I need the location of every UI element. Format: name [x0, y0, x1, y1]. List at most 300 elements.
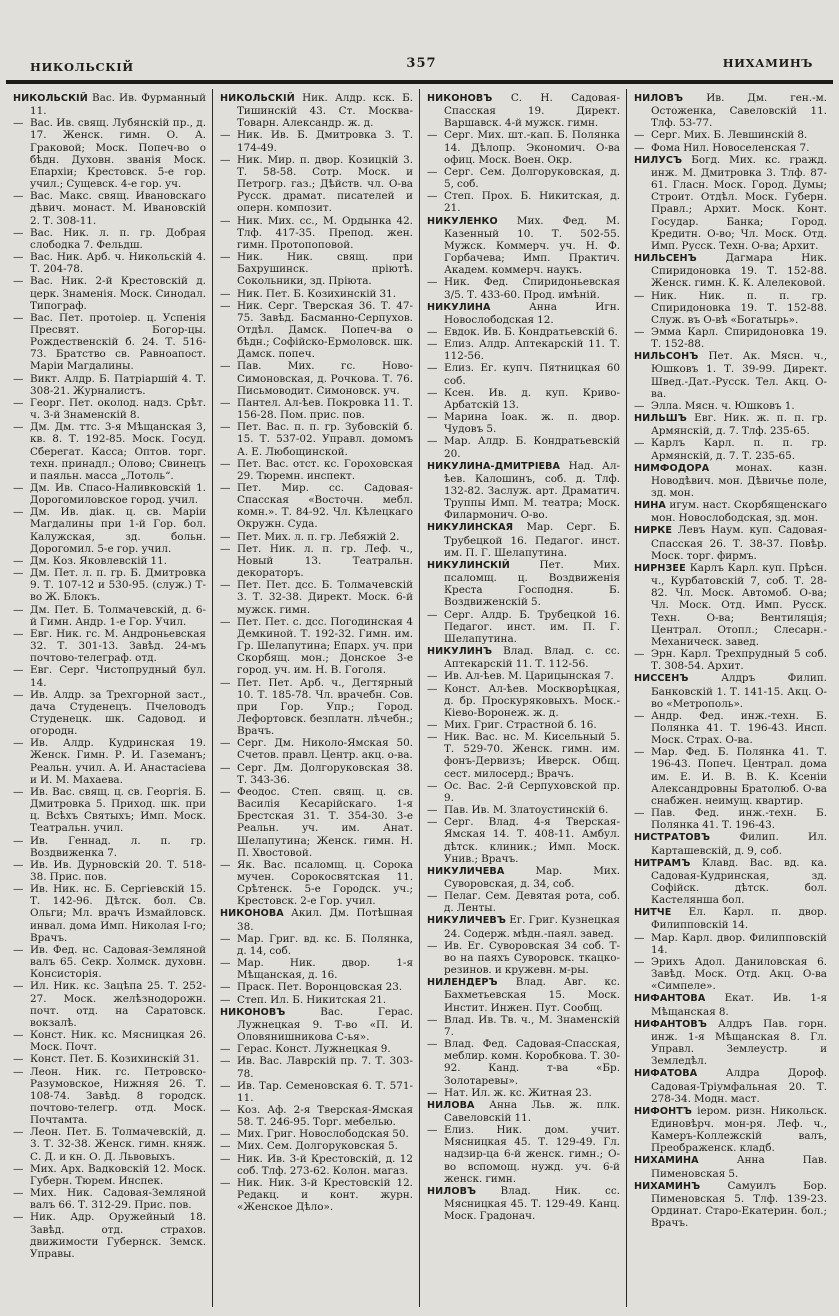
directory-entry: [427, 1038, 620, 1087]
directory-entry: [634, 142, 827, 154]
directory-entry: [220, 1140, 413, 1152]
directory-entry: [634, 326, 827, 350]
entry-text: Ник. Мих. сс., М. Ордынка 42. Тлф. 417-35. Препод. жен. гимн. Протопоповой.: [237, 214, 413, 251]
ditto-dash: —: [634, 746, 645, 759]
entry-text: Алдръ Филип. Банковскій 1. Т. 141-15. Акц. О-во «Метрополь».: [651, 672, 827, 710]
directory-entry: [634, 437, 827, 461]
directory-entry: [634, 807, 827, 831]
directory-entry: [427, 719, 620, 731]
entry-text: Пав. Ив. М. Златоустинскій 6.: [444, 804, 609, 817]
directory-entry: [13, 1053, 206, 1065]
surname-lead: НИЛУСЪ: [634, 154, 692, 166]
entry-text: Ник. Ник. свящ. при Бахрушинск. пріютѣ. Сокольники, зд. Пріюта.: [237, 251, 413, 288]
ditto-dash: —: [13, 737, 24, 750]
ditto-dash: —: [13, 627, 24, 640]
entry-text: Ив. Геннад. л. п. гр. Воздвиженка 7.: [30, 834, 206, 859]
ditto-dash: —: [634, 807, 645, 820]
directory-entry: [220, 1177, 413, 1213]
entry-text: Влад. Ив. Тв. ч., М. Знаменскій 7.: [444, 1013, 620, 1038]
entry-text: Ив. Ив. Дурновскій 20. Т. 518-38. Прис. пов.: [30, 858, 206, 883]
entry-text: Пелаг. Сем. Девятая рота, соб. д. Ленты.: [444, 890, 620, 915]
directory-entry: [634, 932, 827, 956]
directory-entry: [634, 857, 827, 907]
ditto-dash: —: [427, 718, 438, 731]
entry-text: Степ. Ил. Б. Никитская 21.: [237, 993, 387, 1006]
ditto-dash: —: [220, 858, 231, 871]
entry-text: Влад. Ник. сс. Мясницкая 45. Т. 129-49. Канц. Моск. Градонач.: [444, 1184, 620, 1223]
entry-text: Серг. Влад. 4-я Тверская-Ямская 14. Т. 408-11. Амбул. дѣтск. клиник.; Имп. Моск. Унив.; Врачъ.: [444, 816, 620, 865]
entry-text: Дм. Пет. Б. Толмачевскій, д. 6-й Гимн. Андр. 1-е Гор. Учил.: [30, 603, 206, 628]
directory-entry: [634, 956, 827, 992]
ditto-dash: —: [634, 709, 645, 722]
directory-entry: [427, 683, 620, 719]
directory-entry: [13, 190, 206, 226]
directory-entry: [220, 907, 413, 932]
entry-text: Дагмара Ник. Спиридоновка 19. Т. 152-88. Женск. гимн. К. К. Алелековой.: [651, 252, 827, 290]
entry-text: Андр. Фед. инж.-техн. Б. Полянка 41. Т. 196-43. Инсп. Моск. Страх. О-ва.: [651, 709, 827, 747]
surname-lead: НИКУЛЕНКО: [427, 215, 517, 227]
header-right-keyword: НИХАМИНЪ: [722, 56, 813, 70]
ditto-dash: —: [13, 251, 24, 264]
ditto-dash: —: [220, 287, 231, 300]
directory-entry: [427, 362, 620, 386]
ditto-dash: —: [427, 276, 438, 289]
directory-entry: [220, 1006, 413, 1043]
directory-entry: [427, 731, 620, 780]
ditto-dash: —: [220, 737, 231, 750]
ditto-dash: —: [427, 338, 438, 351]
entry-text: Ил. Ник. кс. Зацѣпа 25. Т. 252-27. Моск. желѣзнодорожн. почт. отд. на Саратовск. вокзалѣ.: [30, 980, 206, 1029]
entry-text: Ник. Адр. Оружейный 18. Завѣд. отд. страхов. движимости Губернск. Земск. Управы.: [30, 1211, 206, 1260]
entry-text: Леон. Пет. Б. Толмачевскій, д. 3. Т. 32-38. Женск. гимн. княж. С. Д. и кн. О. Д. Львовыхъ.: [30, 1126, 206, 1163]
ditto-dash: —: [634, 325, 645, 338]
directory-entry: [220, 1055, 413, 1079]
ditto-dash: —: [427, 325, 438, 338]
ditto-dash: —: [13, 311, 24, 324]
directory-entry: [13, 1066, 206, 1127]
ditto-dash: —: [13, 980, 24, 993]
directory-entry: [220, 1153, 413, 1177]
ditto-dash: —: [13, 883, 24, 896]
ditto-dash: —: [13, 372, 24, 385]
entry-text: Ив. Вас. свящ. ц. св. Георгія. Б. Дмитровка 5. Приход. шк. при ц. Всѣхъ Святыхъ; Имп. Моск. Театральн. учил.: [30, 785, 206, 835]
ditto-dash: —: [220, 981, 231, 994]
entry-text: Пав. Фед. инж.-техн. Б. Полянка 41. Т. 196-43.: [651, 807, 827, 832]
directory-entry: [427, 816, 620, 865]
entry-text: Викт. Алдр. Б. Патріаршій 4. Т. 308-21. Журналистъ.: [30, 372, 206, 397]
entry-text: Вас. Ив. свящ. Лубянскій пр., д. 17. Женск. гимн. О. А. Граковой; Моск. Попеч-во о бѣдн. Духовн. званія Моск. Епархіи; Крестовск. 5-е гор. учил.; Сущевск. 4-е гор. уч.: [30, 117, 206, 191]
ditto-dash: —: [427, 435, 438, 448]
entry-text: Пет. Ак. Мясн. ч., Юшковъ 1. Т. 39-99. Директ. Швед.-Дат.-Русск. Тел. Акц. О-ва.: [651, 350, 827, 400]
ditto-dash: —: [634, 955, 645, 968]
surname-lead: НИТРАМЪ: [634, 857, 702, 869]
ditto-dash: —: [13, 190, 24, 203]
ditto-dash: —: [220, 299, 231, 312]
entry-text: Алдра Дороф. Садовая-Тріумфальная 20. Т. 278-34. Модн. маст.: [651, 1067, 827, 1105]
directory-entry: [220, 786, 413, 859]
directory-entry: [427, 276, 620, 300]
ditto-dash: —: [220, 957, 231, 970]
surname-lead: НИКУЛИНСКАЯ: [427, 522, 527, 534]
entry-text: Ив. Алдр. Кудринская 19. Женск. Гимн. Р. И. Газеманъ; Реальн. учил. А. И. Анастасіева и И. М. Махаева.: [30, 737, 206, 786]
entry-text: Евдок. Ив. Б. Кондратьевскій 6.: [444, 325, 618, 338]
surname-lead: НИЛОВЪ: [427, 1185, 501, 1197]
entry-text: Евг. Серг. Чистопрудный бул. 14.: [30, 664, 206, 689]
directory-entry: [13, 628, 206, 664]
entry-text: Ив. Алдр. за Трехгорной заст., дача Студенецъ. Пчеловодъ Студенецк. шк. Садовод. и огородн.: [30, 688, 206, 738]
entry-text: Влад. Авг. кс. Бахметьевская 15. Моск. Инстит. Инжен. Пут. Сообщ.: [444, 976, 620, 1014]
ditto-dash: —: [427, 1124, 438, 1137]
directory-entry: [220, 300, 413, 361]
directory-entry: [427, 460, 620, 522]
ditto-dash: —: [634, 289, 645, 302]
entry-text: Пет. Ник. л. п. гр. Леф. ч., Новый 13. Театральн. декораторъ.: [237, 542, 413, 580]
entry-text: Ник. Серг. Тверская 36. Т. 47-75. Завѣд. Басманно-Серпухов. Отдѣл. Дамск. Попеч-ва о бѣдн.; Софійско-Ермоловск. шк. Дамск. попеч.: [237, 299, 413, 361]
surname-lead: НИЛЬШЪ: [634, 413, 695, 425]
page-header: [30, 56, 813, 73]
directory-entry: [220, 154, 413, 215]
directory-entry: [427, 92, 620, 129]
ditto-dash: —: [220, 421, 231, 434]
entry-text: Коз. Аф. 2-я Тверская-Ямская 58. Т. 246-95. Торг. мебелью.: [237, 1103, 413, 1129]
entry-text: Над. Ал-ѣев. Калошинъ, соб. д. Тлф. 132-82. Заслуж. арт. Драматич. Труппы Имп. М. театра; Моск. Филармонич. О-во.: [444, 459, 620, 522]
ditto-dash: —: [13, 554, 24, 567]
directory-entry: [427, 804, 620, 816]
ditto-dash: —: [220, 1128, 231, 1141]
ditto-dash: —: [427, 165, 438, 178]
ditto-dash: —: [220, 579, 231, 592]
directory-entry: [634, 252, 827, 289]
ditto-dash: —: [634, 399, 645, 412]
ditto-dash: —: [220, 482, 231, 494]
entry-text: Елиз. Ник. дом. учит. Мясницкая 45. Т. 129-49. Гл. надзир-ца 6-й женск. гимн.; О-во вспомощ. нужд. уч. 6-й женск. гимн.: [444, 1124, 620, 1185]
entry-text: Пет. Вас. п. п. гр. Зубовскій б. 15. Т. 537-02. Управл. домомъ А. Е. Любощинской.: [237, 421, 413, 458]
entry-text: Дм. Ив. Спасо-Наливковскій 1. Дорогомиловское город. учил.: [30, 482, 206, 507]
directory-entry: [427, 387, 620, 411]
entry-text: Вас. Ник. 2-й Крестовскій д. церк. Знаменія. Моск. Синодал. Типограф.: [30, 275, 206, 312]
surname-lead: НИЛОВЪ: [634, 93, 707, 104]
ditto-dash: —: [220, 1140, 231, 1153]
ditto-dash: —: [220, 761, 231, 774]
entry-text: Ив. Дм. ген.-м. Остоженка, Савеловскій 11. Тлф. 53-77.: [651, 92, 827, 130]
ditto-dash: —: [13, 117, 24, 130]
entry-text: Мар. Ник. двор. 1-я Мѣщанская, д. 16.: [237, 957, 413, 982]
directory-entry: [427, 1087, 620, 1099]
directory-entry: [13, 312, 206, 373]
directory-entry: [13, 859, 206, 883]
entry-text: Елиз. Ег. купч. Пятницкая 60 соб.: [444, 362, 620, 387]
directory-entry: [634, 92, 827, 129]
ditto-dash: —: [220, 932, 231, 945]
ditto-dash: —: [13, 834, 24, 847]
entry-text: Влад. Фед. Садовая-Спасская, меблир. комн. Коробкова. Т. 30-92. Канд. т-ва «Бр. Золотаревы».: [444, 1038, 620, 1087]
directory-entry: [427, 645, 620, 670]
directory-entry: [13, 689, 206, 738]
entry-text: Конст. Ник. кс. Мясницкая 26. Моск. Почт.: [30, 1029, 206, 1054]
directory-entry: [220, 458, 413, 482]
entry-text: Элла. Мясн. ч. Юшковъ 1.: [651, 399, 795, 412]
ditto-dash: —: [220, 396, 231, 409]
ditto-dash: —: [427, 1013, 438, 1026]
surname-lead: НИКУЛИНА-ДМИТРІЕВА: [427, 460, 569, 472]
directory-entry: [427, 129, 620, 165]
entry-text: Конст. Ал-ѣев. Москворѣцкая, д. бр. Проскуряковыхъ. Моск.-Кіево-Воронеж. ж. д.: [444, 682, 620, 719]
directory-entry: [220, 129, 413, 153]
entry-text: Ник. Пет. Б. Козихинскій 31.: [237, 287, 397, 300]
directory-entry: [13, 1187, 206, 1211]
directory-entry: [634, 746, 827, 807]
directory-entry: [634, 1154, 827, 1179]
entry-text: Мар. Алдр. Б. Кондратьевскій 20.: [444, 435, 620, 460]
entry-text: Серг. Алдр. Б. Трубецкой 16. Педагог. инст. им. П. Г. Шелапутина.: [444, 608, 620, 645]
directory-entry: [427, 301, 620, 326]
directory-entry: [427, 521, 620, 558]
surname-lead: НИЛЕНДЕРЪ: [427, 977, 516, 989]
directory-entry: [13, 835, 206, 859]
entry-text: Ник. Фед. Спиридоньевская 3/5. Т. 433-60. Прод. имѣній.: [444, 276, 620, 301]
directory-entry: [13, 944, 206, 980]
entry-text: Эрихъ Адол. Даниловская 6. Завѣд. Моск. Отд. Акц. О-ва «Симпеле».: [651, 955, 827, 993]
entry-text: Мих. Арх. Вадковскій 12. Моск. Губерн. Тюрем. Инспек.: [30, 1162, 206, 1187]
surname-lead: НИЛОВА: [427, 1099, 490, 1111]
entry-text: Леон. Ник. гс. Петровско-Разумовское, Нижняя 26. Т. 108-74. Завѣд. 8 городск. почтово-телегр. отд. Моск. Почтамта.: [30, 1065, 206, 1127]
directory-entry: [220, 981, 413, 993]
directory-entry: [13, 1126, 206, 1162]
entry-text: Ник. Ник. п. п. гр. Спиридоновка 19. Т. 152-88. Служ. въ О-вѣ «Богатырь».: [651, 289, 827, 326]
ditto-dash: —: [13, 1162, 24, 1175]
directory-entry: [634, 648, 827, 672]
ditto-dash: —: [220, 214, 231, 227]
entry-text: Ив. Фед. нс. Садовая-Земляной валъ 65. Секр. Холмск. духовн. Консисторія.: [30, 943, 206, 981]
directory-entry: [13, 883, 206, 944]
ditto-dash: —: [220, 360, 231, 373]
directory-entry: [634, 672, 827, 709]
entry-text: Алдръ Пав. горн. инж. 1-я Мѣщанская 8. Гл. Управл. Землеустр. и Земледѣл.: [651, 1017, 827, 1068]
surname-lead: НИРНЗЕЕ: [634, 562, 690, 574]
ditto-dash: —: [13, 506, 24, 519]
directory-entry: [634, 350, 827, 400]
entry-text: Пав. Мих. гс. Ново-Симоновская, д. Рочкова. Т. 76. Письмоводит. Симоновск. уч.: [237, 360, 413, 397]
directory-entry: [634, 1018, 827, 1068]
directory-entry: [13, 275, 206, 311]
ditto-dash: —: [427, 890, 438, 903]
ditto-dash: —: [220, 1043, 231, 1056]
header-left-keyword: НИКОЛЬСКІЙ: [30, 60, 134, 74]
ditto-dash: —: [220, 1103, 231, 1116]
ditto-dash: —: [634, 129, 645, 142]
ditto-dash: —: [220, 1176, 231, 1189]
directory-entry: [427, 190, 620, 214]
ditto-dash: —: [427, 386, 438, 399]
directory-entry: [427, 1099, 620, 1124]
entry-text: Феодос. Степ. свящ. ц. св. Василія Кесарійскаго. 1-я Брестская 31. Т. 354-30. 3-е Реальн. уч. им. Анат. Шелапутина; Женск. гимн. Н. П. Хвостовой.: [237, 785, 413, 859]
entry-text: Анна Игн. Новослободская 12.: [444, 300, 620, 326]
entry-text: Мар. Карл. двор. Филипповскій 14.: [651, 931, 827, 956]
ditto-dash: —: [220, 153, 231, 166]
entry-text: Анна Льв. ж. плк. Савеловскій 11.: [444, 1098, 621, 1124]
directory-entry: [427, 780, 620, 804]
entry-text: Дм. Коз. Яковлевскій 11.: [30, 554, 168, 567]
ditto-dash: —: [427, 190, 438, 203]
directory-entry: [220, 1104, 413, 1128]
directory-entry: [220, 762, 413, 786]
entry-text: монах. казн. Новодѣвич. мон. Дѣвичье поле, зд. мон.: [651, 461, 828, 499]
directory-entry: [427, 914, 620, 939]
ditto-dash: —: [13, 858, 24, 871]
entry-text: Анна Пав. Пименовская 5.: [651, 1154, 827, 1180]
directory-entry: [13, 980, 206, 1029]
entry-text: игум. наст. Скорбященскаго мон. Новослободская, зд. мон.: [651, 499, 828, 525]
ditto-dash: —: [427, 731, 438, 744]
directory-entry: [220, 677, 413, 738]
directory-entry: [13, 567, 206, 603]
surname-lead: НИХАМИНЪ: [634, 1180, 728, 1192]
directory-entry: [220, 1043, 413, 1055]
ditto-dash: —: [634, 141, 645, 154]
directory-entry: [220, 482, 413, 531]
entry-text: Як. Вас. псаломщ. ц. Сорока мучен. Сорокосвятская 11. Срѣтенск. 5-е Городск. уч.; Крестовск. 2-е Гор. учил.: [237, 858, 413, 908]
directory-entry: [634, 129, 827, 141]
entry-text: Вас. Ник. л. п. гр. Добрая слободка 7. Фельдш.: [30, 226, 206, 251]
directory-entry: [13, 604, 206, 628]
ditto-dash: —: [13, 943, 24, 956]
entry-text: Мар. Фед. Б. Полянка 41. Т. 196-43. Попеч. Централ. дома им. Е. И. В. В. К. Ксеніи Александровны Братолюб. О-ва снабжен. неимущ. квартир.: [651, 746, 827, 807]
entry-text: Клавд. Вас. вд. ка. Садовая-Кудринская, зд. Софійск. дѣтск. бол. Кастелянша бол.: [651, 856, 827, 907]
entry-text: Карлъ Карл. куп. Прѣсн. ч., Курбатовскій 7, соб. Т. 28-82. Чл. Моск. Автомоб. О-ва; Чл. Моск. Отд. Имп. Русск. Техн. О-ва; Вентиляція; Централ. Отопл.; Слесарн.-Механическ. завед.: [651, 561, 828, 648]
entry-text: Ник. Ив. 3-й Крестовскій, д. 12 соб. Тлф. 273-62. Колон. магаз.: [237, 1152, 413, 1177]
ditto-dash: —: [427, 804, 438, 817]
entry-text: Вас. Ник. Арб. ч. Никольскій 4. Т. 204-78.: [30, 251, 206, 276]
ditto-dash: —: [427, 362, 438, 375]
entry-text: Мих. Фед. М. Казенный 10. Т. 502-55. Мужск. Коммерч. уч. Н. Ф. Горбачева; Имп. Практич. Академ. коммерч. наукъ.: [444, 214, 620, 277]
ditto-dash: —: [13, 1187, 24, 1200]
directory-entry: [13, 373, 206, 397]
ditto-dash: —: [13, 785, 24, 798]
ditto-dash: —: [220, 251, 231, 264]
entry-text: Ксен. Ив. д. куп. Криво-Арбатскій 13.: [444, 386, 620, 411]
entry-text: Пет. Пет. дсс. Б. Толмачевскій 3. Т. 32-38. Директ. Моск. 6-й мужск. гимн.: [237, 579, 413, 616]
surname-lead: НИХАМИНА: [634, 1155, 737, 1167]
entry-text: Пет. Пет. Арб. ч., Дегтярный 10. Т. 185-78. Чл. врачебн. Сов. при Гор. Упр.; Город. Лефортовск. безплатн. лѣчебн.; Врачъ.: [237, 676, 413, 738]
ditto-dash: —: [427, 939, 438, 952]
entry-text: Пет. Мих. псаломщ. ц. Воздвиженія Креста Господня. Б. Воздвиженскій 5.: [444, 558, 620, 609]
directory-entry: [220, 1080, 413, 1104]
surname-lead: НИФОНТЪ: [634, 1105, 698, 1117]
header-rule: [6, 80, 833, 84]
ditto-dash: —: [220, 993, 231, 1006]
directory-entry: [220, 397, 413, 421]
ditto-dash: —: [13, 275, 24, 288]
entry-text: Мар. Григ. вд. кс. Б. Полянка, д. 14, соб.: [237, 932, 413, 957]
directory-entry: [220, 1128, 413, 1140]
directory-entry: [427, 411, 620, 435]
entry-text: Екат. Ив. 1-я Мѣщанская 8.: [651, 992, 827, 1018]
entry-text: Степ. Прох. Б. Никитская, д. 21.: [444, 190, 620, 215]
entry-text: Ник. Мир. п. двор. Козицкій 3. Т. 58-58. Сотр. Моск. и Петрогр. газ.; Дѣйств. чл. О-ва Русск. драмат. писателей и оперн. композит.: [237, 153, 413, 215]
entry-text: Ник. Алдр. кск. Б. Тишинскій 43. Ст. Москва-Товарн. Александр. ж. д.: [237, 92, 414, 130]
ditto-dash: —: [13, 421, 24, 434]
ditto-dash: —: [427, 608, 438, 621]
entry-text: Дм. Дм. ттс. 3-я Мѣщанская 3, кв. 8. Т. 192-85. Моск. Госуд. Сберегат. Касса; Оптов. торг. техн. принадл.; Олово; Свинецъ и паяльн. масса „Лотоль“.: [30, 421, 206, 482]
entry-text: Пет. Мих. л. п. гр. Лебяжій 2.: [237, 530, 400, 543]
directory-entry: [427, 940, 620, 976]
entry-text: Ос. Вас. 2-й Серпуховской пр. 9.: [444, 779, 620, 804]
ditto-dash: —: [220, 615, 231, 628]
ditto-dash: —: [13, 1053, 24, 1066]
surname-lead: НИНА: [634, 500, 670, 512]
directory-entry: [220, 215, 413, 251]
ditto-dash: —: [220, 676, 231, 689]
entry-text: Георг. Пет. околод. надз. Срѣт. ч. 3-й Знаменскій 8.: [30, 396, 206, 422]
ditto-dash: —: [13, 1065, 24, 1078]
directory-entry: [427, 215, 620, 277]
entry-text: Мих. Григ. Новослободская 50.: [237, 1128, 409, 1141]
ditto-dash: —: [427, 816, 438, 829]
entry-text: Дм. Пет. л. п. гр. Б. Дмитровка 9. Т. 107-12 и 530-95. (служ.) Т-во Ж. Блокъ.: [30, 567, 206, 604]
directory-entry: [634, 290, 827, 326]
entry-text: Марина Іоак. ж. п. двор. Чудовъ 5.: [444, 411, 620, 436]
entry-text: Евг. Ник. гс. М. Андроньевская 32. Т. 301-13. Завѣд. 24-мъ почтово-телеграф. отд.: [30, 627, 206, 665]
entry-text: Акил. Дм. Потѣшная 38.: [237, 907, 413, 933]
entry-text: Мар. Серг. Б. Трубецкой 16. Педагог. инст. им. П. Г. Шелапутина.: [444, 521, 621, 559]
directory-entry: [427, 609, 620, 645]
entry-text: Мих. Ник. Садовая-Земляной валъ 66. Т. 312-29. Прис. пов.: [30, 1187, 206, 1212]
surname-lead: НИКОНОВА: [220, 908, 292, 920]
directory-entry: [220, 543, 413, 579]
entry-text: Ник. Ив. Б. Дмитровка 3. Т. 174-49.: [237, 129, 413, 154]
surname-lead: НИКУЛИЧЕВЪ: [427, 915, 510, 927]
directory-entry: [220, 360, 413, 396]
ditto-dash: —: [427, 1038, 438, 1051]
ditto-dash: —: [220, 1055, 231, 1068]
directory-entry: [427, 338, 620, 362]
entry-text: С. Н. Садовая-Спасская 19. Директ. Варшавск. 4-й мужск. гимн.: [444, 92, 620, 130]
entry-text: Левъ Наум. куп. Садовая-Спасская 26. Т. 38-37. Повѣр. Моск. торг. фирмъ.: [651, 524, 827, 562]
ditto-dash: —: [13, 1126, 24, 1139]
surname-lead: НИССЕНЪ: [634, 673, 722, 685]
entry-text: Богд. Мих. кс. гражд. инж. М. Дмитровка 3. Тлф. 87-61. Гласн. Моск. Город. Думы; Строит. Отдѣл. Моск. Губерн. Правл.; Архит. Моск. Конт. Государ. Банка; Город. Кредитн. О-во; Чл. Моск. Отд. Имп. Русск. Техн. О-ва; Архит.: [651, 153, 827, 252]
directory-entry: [220, 421, 413, 457]
ditto-dash: —: [427, 682, 438, 695]
directory-entry: [13, 117, 206, 190]
entry-text: Филип. Ил. Карташевскій, д. 9, соб.: [651, 831, 827, 857]
ditto-dash: —: [13, 603, 24, 616]
ditto-dash: —: [13, 567, 24, 580]
surname-lead: НИКУЛИНЪ: [427, 646, 504, 658]
ditto-dash: —: [427, 411, 438, 424]
ditto-dash: —: [13, 1211, 24, 1224]
directory-entry: [427, 890, 620, 914]
entry-text: Конст. Пет. Б. Козихинскій 31.: [30, 1053, 200, 1066]
entry-text: Ег. Григ. Кузнецкая 24. Содерж. мѣдн.-паял. завед.: [444, 914, 620, 940]
entry-text: іером. ризн. Никольск. Единовѣрч. мон-ря. Леф. ч., Камеръ-Коллежскій валъ, Преображенск. кладб.: [651, 1104, 827, 1155]
entry-text: Вас. Ив. Фурманный 11.: [30, 92, 206, 118]
surname-lead: НИРКЕ: [634, 525, 678, 537]
directory-entry: [634, 992, 827, 1017]
entry-text: Пантел. Ал-ѣев. Покровка 11. Т. 156-28. Пом. прис. пов.: [237, 396, 413, 422]
ditto-dash: —: [220, 1152, 231, 1165]
directory-entry: [13, 421, 206, 482]
entry-text: Пет. Пет. с. дсс. Погодинская 4 Демкиной. Т. 192-32. Гимн. им. Гр. Шелапутина; Епарх. уч. при Скорбящ. мон.; Донское 3-е город. уч. им. Н. В. Гоголя.: [237, 615, 413, 677]
entry-text: Ив. Вас. Лаврскій пр. 7. Т. 303-78.: [237, 1055, 413, 1080]
ditto-dash: —: [220, 457, 231, 470]
entry-text: Мих. Григ. Страстной б. 16.: [444, 718, 597, 731]
surname-lead: НИКОЛЬСКІЙ: [13, 93, 93, 104]
entry-text: Пет. Мир. сс. Садовая-Спасская «Восточн. мебл. комн.». Т. 84-92. Чл. Кѣлецкаго Окружн. Суда.: [237, 482, 413, 531]
directory-entry: [427, 865, 620, 890]
surname-lead: НИФАНТОВА: [634, 993, 725, 1005]
entry-text: Пет. Вас. отст. кс. Гороховская 29. Тюремн. инспект.: [237, 457, 413, 482]
